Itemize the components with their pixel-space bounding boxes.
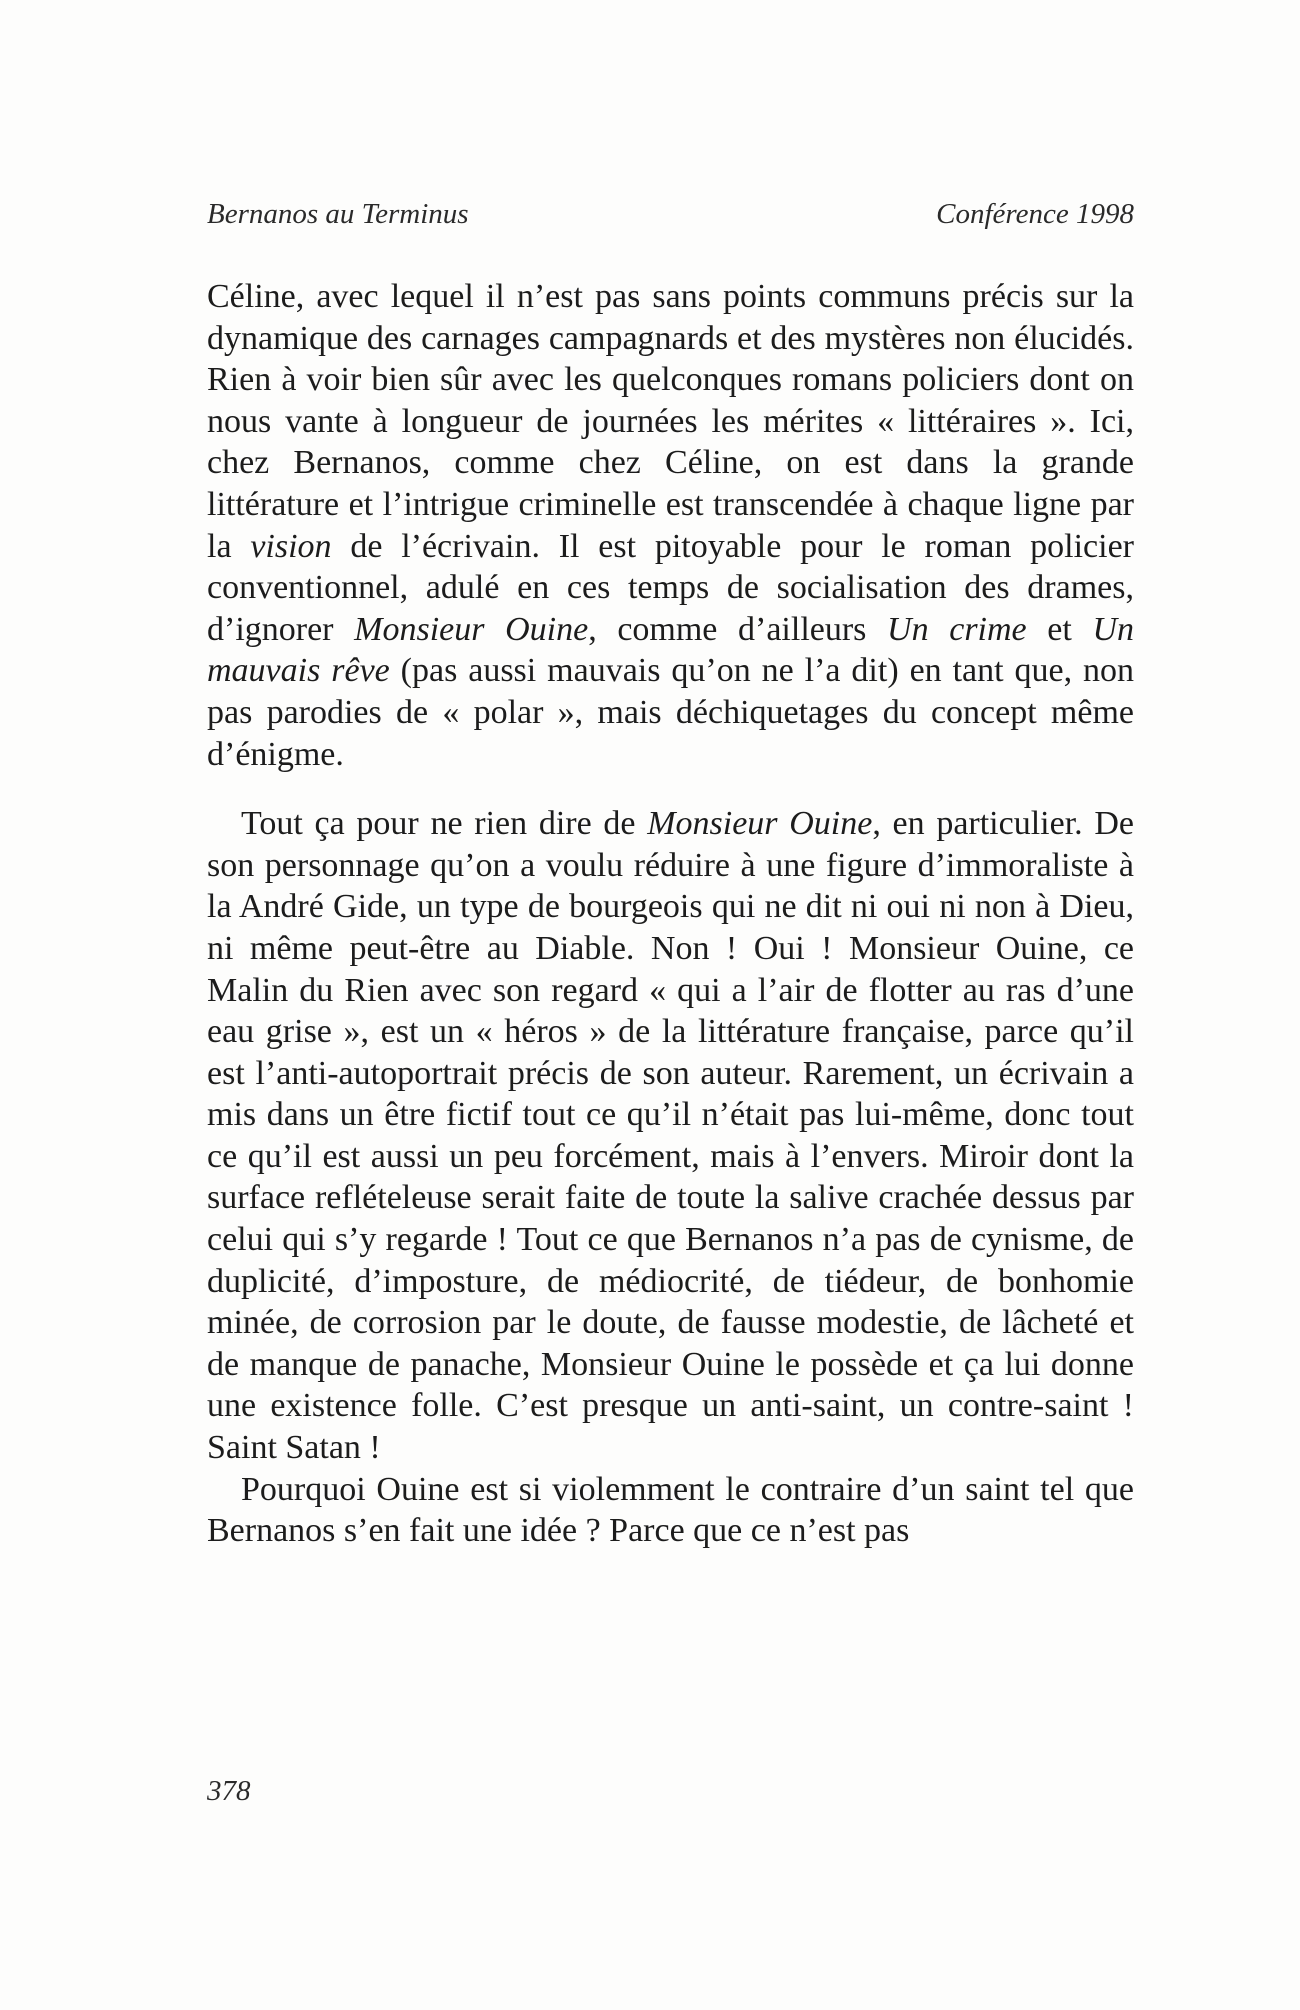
text-run: Tout ça pour ne rien dire de [241, 805, 648, 843]
page-number: 378 [207, 1775, 251, 1807]
running-head-section: Conférence 1998 [936, 198, 1134, 230]
text-run: , comme d’ailleurs [588, 610, 888, 648]
running-head [207, 198, 1134, 238]
italic-run: Un mauvais rêve [207, 610, 1134, 690]
text-run: Céline, avec lequel il n’est pas sans points communs précis sur la dynamique des carnages campagnards et des mystères non élucidés. Rien à voir bien sûr avec les quelconques romans policiers dont on nous vante à longueur de journées les mérites « littéraires ». Ici, chez Bernanos, comme chez Céline, on est dans la grande littérature et l’intrigue criminelle est transcendée à chaque ligne par la [207, 278, 1134, 565]
italic-run: vision [250, 527, 332, 565]
italic-run: Monsieur Ouine [647, 805, 873, 843]
text-run: de l’écrivain. Il est pitoyable pour le roman policier conventionnel, adulé en ces temps de socialisation des drames, d’ignorer [207, 527, 1135, 648]
paragraph-2 [207, 803, 1134, 1469]
italic-run: Un crime [887, 610, 1027, 648]
text-run: Pourquoi Ouine est si violemment le contraire d’un saint tel que Bernanos s’en fait une idée ? Parce que ce n’est pas [207, 1470, 1134, 1550]
text-run: , en particulier. De son personnage qu’on a voulu réduire à une figure d’immoraliste à la André Gide, un type de bourgeois qui ne dit ni oui ni non à Dieu, ni même peut-être au Diable. Non ! Oui ! Monsieur Ouine, ce Malin du Rien avec son regard « qui a l’air de flotter au ras d’une eau grise », est un « héros » de la littérature française, parce qu’il est l’anti-autoportrait précis de son auteur. Rarement, un écrivain a mis dans un être fictif tout ce qu’il n’était pas lui-même, donc tout ce qu’il est aussi un peu forcément, mais à l’envers. Miroir dont la surface reflételeuse serait faite de toute la salive crachée dessus par celui qui s’y regarde ! Tout ce que Bernanos n’a pas de cynisme, de duplicité, d’imposture, de médiocrité, de tiédeur, de bonhomie minée, de corrosion par le doute, de fausse modestie, de lâcheté et de manque de panache, Monsieur Ouine le possède et ça lui donne une existence folle. C’est presque un anti-saint, un contre-saint ! Saint Satan ! [207, 805, 1134, 1467]
body-text [207, 276, 1134, 1552]
paragraph-1 [207, 276, 1134, 775]
italic-run: Monsieur Ouine [354, 610, 589, 648]
text-run: (pas aussi mauvais qu’on ne l’a dit) en tant que, non pas parodies de « polar », mais déchiquetages du concept même d’énigme. [207, 652, 1134, 773]
text-run: et [1026, 610, 1093, 648]
paragraph-3 [207, 1469, 1134, 1552]
running-head-title: Bernanos au Terminus [207, 198, 469, 230]
